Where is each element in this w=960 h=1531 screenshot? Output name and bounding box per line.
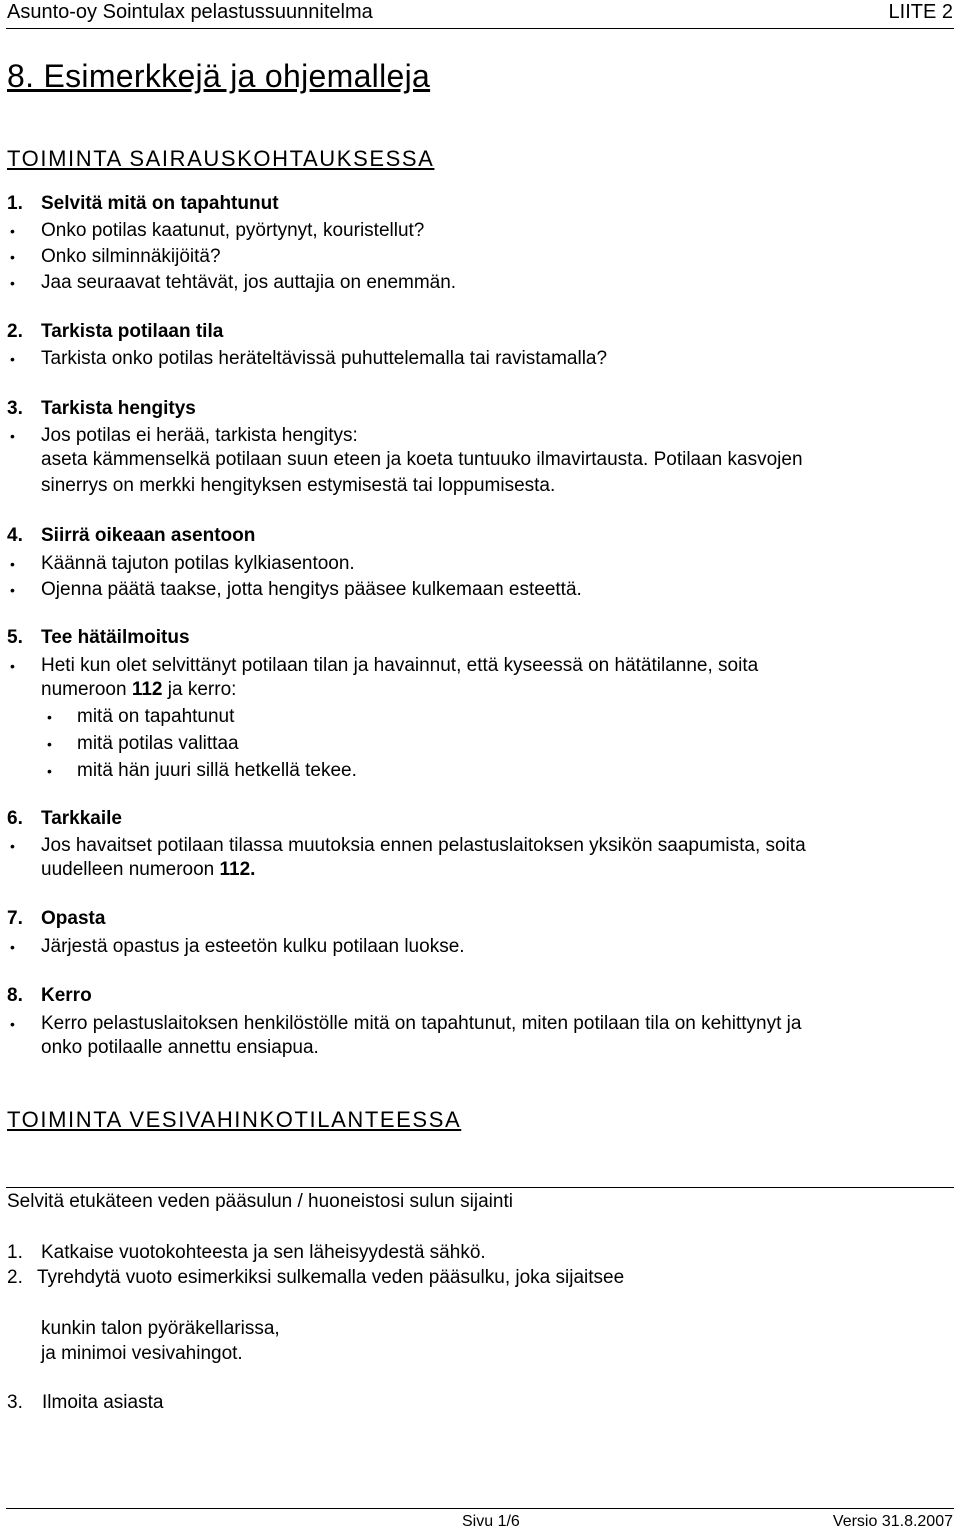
illness-step-5-heading: [7, 627, 190, 649]
step-title: Tarkista hengitys: [41, 398, 196, 419]
list-item-text: Jos havaitset potilaan tilassa muutoksia ennen pelastuslaitoksen yksikön saapumista, soita: [41, 835, 806, 856]
water-heading: TOIMINTA VESIVAHINKOTILANTEESSA: [7, 1107, 462, 1132]
step-number: 4.: [7, 525, 23, 546]
illness-heading: TOIMINTA SAIRAUSKOHTAUKSESSA: [7, 146, 435, 171]
list-item-continuation: [41, 859, 255, 881]
list-item-continuation: aseta kämmenselkä potilaan suun eteen ja koeta tuntuuko ilmavirtausta. Potilaan kasvojen: [41, 449, 803, 470]
bullet-icon: •: [10, 223, 15, 239]
illness-step-1-heading: [7, 193, 279, 215]
step-number: 2.: [7, 321, 23, 342]
illness-step-2-heading: [7, 321, 223, 343]
step-number: 1.: [7, 1242, 23, 1263]
water-step-continuation: ja minimoi vesivahingot.: [41, 1343, 243, 1364]
bullet-icon: •: [47, 763, 52, 779]
step-text: Katkaise vuotokohteesta ja sen läheisyydestä sähkö.: [41, 1242, 486, 1263]
bullet-icon: •: [10, 556, 15, 572]
bullet-icon: •: [10, 275, 15, 291]
step-title: Siirrä oikeaan asentoon: [41, 525, 256, 546]
list-item-text: Ojenna päätä taakse, jotta hengitys pääsee kulkemaan esteettä.: [41, 579, 582, 600]
list-item-text: Onko silminnäkijöitä?: [41, 246, 221, 267]
illness-step-6-heading: [7, 808, 122, 830]
bullet-icon: •: [47, 709, 52, 725]
water-step-2: [7, 1267, 624, 1289]
bullet-icon: •: [10, 351, 15, 367]
continuation-text: ja kerro:: [162, 679, 237, 700]
bullet-icon: •: [10, 838, 15, 854]
illness-step-7-heading: [7, 908, 105, 930]
continuation-text: uudelleen numeroon: [41, 859, 220, 880]
list-item-text: Kerro pelastuslaitoksen henkilöstölle mitä on tapahtunut, miten potilaan tila on kehittynyt ja: [41, 1013, 802, 1034]
list-item-text: mitä hän juuri sillä hetkellä tekee.: [77, 760, 357, 781]
emergency-number: 112.: [219, 859, 256, 880]
bullet-icon: •: [10, 582, 15, 598]
list-item-text: mitä on tapahtunut: [77, 706, 235, 727]
step-title: Tarkkaile: [41, 808, 122, 829]
list-item-text: Onko potilas kaatunut, pyörtynyt, kouristellut?: [41, 220, 425, 241]
bullet-icon: •: [10, 939, 15, 955]
water-intro: Selvitä etukäteen veden pääsulun / huoneistosi sulun sijainti: [7, 1191, 513, 1212]
list-item-continuation: sinerrys on merkki hengityksen estymisestä tai loppumisesta.: [41, 475, 556, 496]
step-title: Tee hätäilmoitus: [41, 627, 190, 648]
step-number: 1.: [7, 193, 23, 214]
list-item-text: Järjestä opastus ja esteetön kulku potilaan luokse.: [41, 936, 465, 957]
bullet-icon: •: [10, 1016, 15, 1032]
list-item-continuation: onko potilaalle annettu ensiapua.: [41, 1037, 319, 1058]
water-step-3: [7, 1392, 163, 1414]
step-number: 8.: [7, 985, 23, 1006]
list-item-text: Käännä tajuton potilas kylkiasentoon.: [41, 553, 355, 574]
step-number: 5.: [7, 627, 23, 648]
header-appendix-label: LIITE 2: [888, 1, 953, 23]
illness-step-3-heading: [7, 398, 196, 420]
step-text: Ilmoita asiasta: [42, 1392, 164, 1413]
water-step-1: [7, 1242, 486, 1264]
section-divider: [6, 1187, 954, 1188]
illness-step-4-heading: [7, 525, 255, 547]
step-number: 6.: [7, 808, 23, 829]
footer-version: Versio 31.8.2007: [832, 1513, 953, 1530]
water-step-continuation: kunkin talon pyöräkellarissa,: [41, 1318, 280, 1339]
step-number: 3.: [7, 1392, 23, 1413]
bullet-icon: •: [10, 658, 15, 674]
step-title: Tarkista potilaan tila: [41, 321, 224, 342]
list-item-continuation: [41, 679, 236, 701]
bullet-icon: •: [47, 736, 52, 752]
list-item-text: mitä potilas valittaa: [77, 733, 239, 754]
list-item-text: Jaa seuraavat tehtävät, jos auttajia on enemmän.: [41, 272, 457, 293]
bullet-icon: •: [10, 249, 15, 265]
page-title: 8. Esimerkkejä ja ohjemalleja: [7, 58, 431, 94]
list-item-text: Tarkista onko potilas heräteltävissä puhuttelemalla tai ravistamalla?: [41, 348, 608, 369]
footer-divider: [6, 1508, 954, 1509]
emergency-number: 112: [131, 679, 163, 700]
header-divider: [6, 28, 954, 29]
list-item-text: Jos potilas ei herää, tarkista hengitys:: [41, 425, 358, 446]
illness-step-8-heading: [7, 985, 92, 1007]
step-number: 2.: [7, 1267, 23, 1288]
step-number: 3.: [7, 398, 23, 419]
step-title: Kerro: [41, 985, 92, 1006]
footer-page-number: Sivu 1/6: [462, 1513, 520, 1530]
bullet-icon: •: [10, 428, 15, 444]
step-title: Opasta: [41, 908, 106, 929]
header-document-title: Asunto-oy Sointulax pelastussuunnitelma: [7, 1, 373, 23]
continuation-text: numeroon: [41, 679, 132, 700]
list-item-text: Heti kun olet selvittänyt potilaan tilan ja havainnut, että kyseessä on hätätilanne, soita: [41, 655, 759, 676]
step-text: Tyrehdytä vuoto esimerkiksi sulkemalla veden pääsulku, joka sijaitsee: [37, 1267, 625, 1288]
step-title: Selvitä mitä on tapahtunut: [41, 193, 279, 214]
step-number: 7.: [7, 908, 23, 929]
